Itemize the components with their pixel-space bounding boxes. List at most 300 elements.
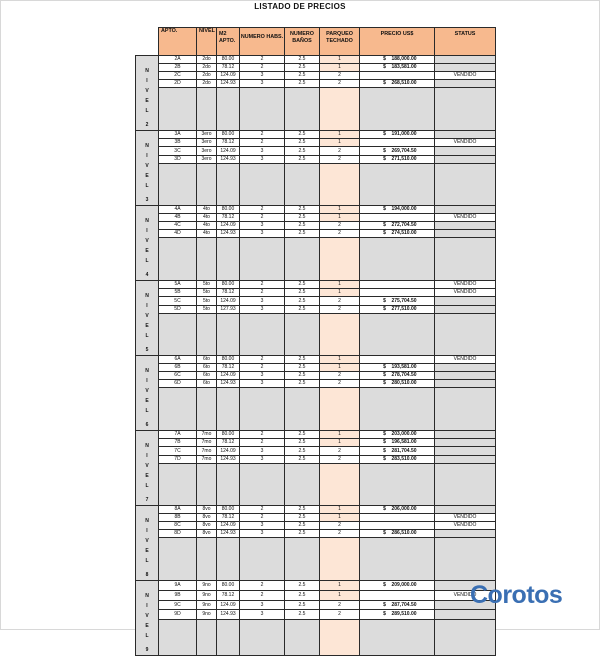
apt-parking: 2 [320, 72, 360, 80]
level-label [136, 131, 159, 206]
apt-price [360, 610, 435, 620]
apt-status [435, 206, 496, 214]
filler-cell [217, 88, 240, 131]
currency-symbol: $ [383, 147, 386, 154]
apt-status [435, 131, 496, 139]
filler-cell [159, 163, 197, 205]
apt-floor: 4to [197, 214, 217, 222]
table-row [136, 431, 496, 439]
apt-parking: 1 [320, 289, 360, 297]
filler-cell [285, 463, 320, 505]
apt-code: 8B [159, 514, 197, 522]
apt-area: 124.93 [217, 610, 240, 620]
apt-bedrooms: 3 [240, 530, 285, 538]
apt-parking: 1 [320, 206, 360, 214]
level-letter: L [145, 408, 149, 414]
apt-floor: 2do [197, 64, 217, 72]
apt-parking: 2 [320, 305, 360, 313]
apt-code: 7A [159, 431, 197, 439]
apt-area: 78.12 [217, 214, 240, 222]
apt-parking: 1 [320, 281, 360, 289]
apt-floor: 5to [197, 297, 217, 305]
apt-area: 78.12 [217, 439, 240, 447]
level-number: 7 [145, 497, 149, 503]
apt-status: VENDIDO [435, 590, 496, 600]
filler-cell [320, 313, 360, 355]
header-apto: APTO. [159, 28, 197, 56]
apt-code: 5B [159, 289, 197, 297]
apt-bathrooms: 2.5 [285, 356, 320, 364]
level-label [136, 581, 159, 656]
level-letter: E [145, 473, 149, 479]
currency-symbol: $ [383, 611, 386, 618]
price-value: 281,704.50 [391, 447, 417, 454]
level-letter: I [146, 303, 148, 309]
corotos-logo: Corotos [470, 581, 563, 609]
filler-cell [240, 238, 285, 281]
apt-floor: 3ero [197, 131, 217, 139]
apt-parking: 2 [320, 230, 360, 238]
price-value: 191,000.00 [391, 131, 417, 138]
level-letter: N [145, 518, 149, 524]
currency-symbol: $ [383, 530, 386, 536]
level-letter: V [145, 313, 149, 319]
apt-parking: 2 [320, 155, 360, 163]
apt-price [360, 581, 435, 591]
apt-code: 8D [159, 530, 197, 538]
apt-bedrooms: 3 [240, 447, 285, 455]
apt-code: 2A [159, 56, 197, 64]
apt-bedrooms: 2 [240, 514, 285, 522]
apt-parking: 1 [320, 431, 360, 439]
apt-status: VENDIDO [435, 214, 496, 222]
price-value: 209,000.00 [391, 581, 417, 588]
filler-cell [320, 538, 360, 581]
price-value: 183,581.00 [391, 64, 417, 70]
apt-bedrooms: 3 [240, 372, 285, 380]
header-precio: PRECIO US$ [360, 28, 435, 56]
apt-floor: 9no [197, 610, 217, 620]
apt-status: VENDIDO [435, 522, 496, 530]
apt-floor: 7mo [197, 431, 217, 439]
apt-price [360, 590, 435, 600]
apt-status [435, 372, 496, 380]
apt-area: 80.00 [217, 56, 240, 64]
apt-parking: 2 [320, 80, 360, 88]
level-letter: E [145, 548, 149, 554]
currency-symbol: $ [383, 80, 386, 86]
apt-status [435, 431, 496, 439]
filler-cell [197, 538, 217, 581]
apt-code: 4C [159, 222, 197, 230]
apt-bedrooms: 3 [240, 155, 285, 163]
filler-cell [197, 88, 217, 131]
apt-price [360, 380, 435, 388]
filler-cell [197, 163, 217, 205]
price-value: 287,704.50 [391, 601, 417, 608]
apt-area: 80.00 [217, 206, 240, 214]
filler-cell [435, 463, 496, 505]
apt-bathrooms: 2.5 [285, 297, 320, 305]
currency-symbol: $ [383, 206, 386, 212]
filler-cell [240, 163, 285, 205]
table-row [136, 281, 496, 289]
level-letter: N [145, 593, 149, 599]
filler-cell [240, 88, 285, 131]
apt-parking: 1 [320, 364, 360, 372]
apt-parking: 2 [320, 447, 360, 455]
price-value: 278,704.50 [391, 372, 417, 378]
apt-bedrooms: 2 [240, 356, 285, 364]
level-letter: E [145, 323, 149, 329]
apt-parking: 2 [320, 297, 360, 305]
apt-bathrooms: 2.5 [285, 522, 320, 530]
header-row [136, 28, 496, 56]
apt-bedrooms: 3 [240, 380, 285, 388]
filler-cell [435, 620, 496, 656]
apt-bathrooms: 2.5 [285, 281, 320, 289]
currency-symbol: $ [383, 364, 386, 370]
table-row [136, 297, 496, 305]
apt-bathrooms: 2.5 [285, 455, 320, 463]
filler-cell [360, 620, 435, 656]
apt-status [435, 364, 496, 372]
level-letter: L [145, 258, 149, 264]
price-value: 269,704.50 [391, 147, 417, 154]
apt-bedrooms: 3 [240, 610, 285, 620]
apt-area: 124.09 [217, 297, 240, 305]
apt-bedrooms: 3 [240, 305, 285, 313]
apt-bathrooms: 2.5 [285, 506, 320, 514]
apt-floor: 4to [197, 230, 217, 238]
apt-code: 4B [159, 214, 197, 222]
level-letter: L [145, 558, 149, 564]
apt-floor: 3ero [197, 139, 217, 147]
apt-price [360, 222, 435, 230]
apt-floor: 5to [197, 289, 217, 297]
apt-floor: 3ero [197, 147, 217, 155]
filler-cell [435, 88, 496, 131]
apt-parking: 2 [320, 530, 360, 538]
apt-parking: 2 [320, 610, 360, 620]
level-number: 9 [145, 647, 149, 653]
apt-code: 7B [159, 439, 197, 447]
currency-symbol: $ [383, 56, 386, 62]
apt-code: 5D [159, 305, 197, 313]
level-spacer-row [136, 238, 496, 281]
level-letter: I [146, 378, 148, 384]
filler-cell [217, 463, 240, 505]
price-value: 268,510.00 [391, 80, 417, 86]
apt-area: 78.12 [217, 64, 240, 72]
apt-bedrooms: 2 [240, 364, 285, 372]
table-row [136, 131, 496, 139]
apt-status [435, 222, 496, 230]
apt-bathrooms: 2.5 [285, 439, 320, 447]
apt-status: VENDIDO [435, 514, 496, 522]
currency-symbol: $ [383, 372, 386, 378]
level-number: 6 [145, 422, 149, 428]
price-value: 206,000.00 [391, 506, 417, 512]
apt-code: 9B [159, 590, 197, 600]
table-row [136, 206, 496, 214]
apt-floor: 8vo [197, 522, 217, 530]
apt-area: 78.12 [217, 364, 240, 372]
filler-cell [285, 620, 320, 656]
level-label [136, 56, 159, 131]
apt-area: 124.93 [217, 455, 240, 463]
filler-cell [320, 238, 360, 281]
level-spacer-row [136, 538, 496, 581]
apt-bathrooms: 2.5 [285, 147, 320, 155]
apt-status: VENDIDO [435, 72, 496, 80]
apt-status [435, 80, 496, 88]
apt-price [360, 147, 435, 155]
apt-floor: 2do [197, 80, 217, 88]
apt-area: 124.93 [217, 155, 240, 163]
apt-price [360, 56, 435, 64]
filler-cell [360, 163, 435, 205]
level-letter: N [145, 143, 149, 149]
apt-code: 8C [159, 522, 197, 530]
apt-code: 6A [159, 356, 197, 364]
apt-bedrooms: 2 [240, 506, 285, 514]
apt-status [435, 530, 496, 538]
table-row [136, 590, 496, 600]
currency-symbol: $ [383, 131, 386, 138]
level-spacer-row [136, 620, 496, 656]
filler-cell [159, 538, 197, 581]
apt-bedrooms: 2 [240, 289, 285, 297]
apt-floor: 7mo [197, 439, 217, 447]
currency-symbol: $ [383, 439, 386, 446]
apt-price [360, 155, 435, 163]
filler-cell [360, 238, 435, 281]
apt-bathrooms: 2.5 [285, 610, 320, 620]
price-value: 274,510.00 [391, 230, 417, 236]
apt-parking: 1 [320, 439, 360, 447]
apt-bedrooms: 2 [240, 131, 285, 139]
apt-code: 5C [159, 297, 197, 305]
price-value: 271,510.00 [391, 155, 417, 162]
apt-code: 7C [159, 447, 197, 455]
header-banos: NUMERO BAÑOS [285, 28, 320, 56]
apt-code: 9A [159, 581, 197, 591]
apt-parking: 1 [320, 356, 360, 364]
filler-cell [285, 388, 320, 431]
apt-status [435, 380, 496, 388]
apt-area: 124.09 [217, 222, 240, 230]
level-letter: N [145, 68, 149, 74]
apt-code: 3B [159, 139, 197, 147]
apt-status [435, 447, 496, 455]
apt-price [360, 364, 435, 372]
apt-area: 124.09 [217, 372, 240, 380]
level-letter: V [145, 163, 149, 169]
apt-status [435, 610, 496, 620]
apt-status: VENDIDO [435, 356, 496, 364]
level-label [136, 431, 159, 506]
currency-symbol: $ [383, 506, 386, 512]
apt-status [435, 56, 496, 64]
table-row [136, 222, 496, 230]
apt-parking: 2 [320, 147, 360, 155]
price-value: 289,510.00 [391, 611, 417, 618]
apt-bathrooms: 2.5 [285, 222, 320, 230]
header-parqueo: PARQUEO TECHADO [320, 28, 360, 56]
apt-bedrooms: 3 [240, 297, 285, 305]
filler-cell [197, 620, 217, 656]
apt-parking: 2 [320, 600, 360, 610]
currency-symbol: $ [383, 297, 386, 304]
apt-bathrooms: 2.5 [285, 139, 320, 147]
filler-cell [285, 538, 320, 581]
apt-area: 124.09 [217, 600, 240, 610]
apt-area: 124.09 [217, 147, 240, 155]
apt-area: 80.00 [217, 431, 240, 439]
table-row [136, 289, 496, 297]
filler-cell [360, 388, 435, 431]
apt-code: 9D [159, 610, 197, 620]
apt-price [360, 281, 435, 289]
apt-bedrooms: 3 [240, 230, 285, 238]
apt-bathrooms: 2.5 [285, 289, 320, 297]
apt-floor: 4to [197, 222, 217, 230]
apt-status [435, 305, 496, 313]
currency-symbol: $ [383, 380, 386, 386]
table-row [136, 439, 496, 447]
apt-bathrooms: 2.5 [285, 56, 320, 64]
apt-code: 3A [159, 131, 197, 139]
apt-price [360, 131, 435, 139]
level-number: 2 [145, 122, 149, 128]
filler-cell [435, 538, 496, 581]
apt-bedrooms: 2 [240, 590, 285, 600]
table-row [136, 522, 496, 530]
apt-parking: 1 [320, 56, 360, 64]
level-letter: E [145, 398, 149, 404]
filler-cell [320, 88, 360, 131]
level-letter: L [145, 183, 149, 189]
filler-cell [240, 620, 285, 656]
apt-bedrooms: 3 [240, 222, 285, 230]
table-row [136, 56, 496, 64]
price-value: 188,000.00 [391, 56, 417, 62]
level-letter: N [145, 218, 149, 224]
level-number: 3 [145, 197, 149, 203]
level-number: 4 [145, 272, 149, 278]
apt-price [360, 514, 435, 522]
apt-bathrooms: 2.5 [285, 72, 320, 80]
apt-bathrooms: 2.5 [285, 372, 320, 380]
apt-bedrooms: 3 [240, 147, 285, 155]
filler-cell [360, 313, 435, 355]
filler-cell [360, 538, 435, 581]
apt-floor: 5to [197, 305, 217, 313]
apt-price [360, 522, 435, 530]
filler-cell [197, 313, 217, 355]
table-row [136, 506, 496, 514]
price-value: 277,510.00 [391, 305, 417, 312]
apt-bedrooms: 2 [240, 431, 285, 439]
level-letter: I [146, 603, 148, 609]
apt-area: 124.93 [217, 380, 240, 388]
currency-symbol: $ [383, 64, 386, 70]
apt-code: 6D [159, 380, 197, 388]
apt-parking: 1 [320, 581, 360, 591]
level-letter: L [145, 333, 149, 339]
table-row [136, 80, 496, 88]
apt-price [360, 600, 435, 610]
apt-bathrooms: 2.5 [285, 80, 320, 88]
filler-cell [240, 388, 285, 431]
table-row [136, 455, 496, 463]
filler-cell [285, 88, 320, 131]
apt-parking: 2 [320, 380, 360, 388]
currency-symbol: $ [383, 581, 386, 588]
apt-floor: 5to [197, 281, 217, 289]
currency-symbol: $ [383, 455, 386, 462]
apt-price [360, 356, 435, 364]
apt-parking: 1 [320, 514, 360, 522]
price-value: 194,000.00 [391, 206, 417, 212]
currency-symbol: $ [383, 230, 386, 236]
table-row [136, 610, 496, 620]
table-row [136, 447, 496, 455]
level-spacer-row [136, 88, 496, 131]
apt-floor: 6to [197, 380, 217, 388]
apt-price [360, 372, 435, 380]
currency-symbol: $ [383, 155, 386, 162]
apt-bathrooms: 2.5 [285, 230, 320, 238]
apt-parking: 1 [320, 590, 360, 600]
apt-area: 124.93 [217, 80, 240, 88]
apt-floor: 4to [197, 206, 217, 214]
apt-status [435, 147, 496, 155]
apt-price [360, 455, 435, 463]
apt-code: 2D [159, 80, 197, 88]
level-letter: L [145, 108, 149, 114]
apt-area: 124.93 [217, 230, 240, 238]
apt-status [435, 439, 496, 447]
apt-area: 78.12 [217, 139, 240, 147]
table-row [136, 514, 496, 522]
apt-code: 7D [159, 455, 197, 463]
level-letter: N [145, 293, 149, 299]
apt-bathrooms: 2.5 [285, 590, 320, 600]
filler-cell [159, 88, 197, 131]
price-value: 280,510.00 [391, 380, 417, 386]
apt-status: VENDIDO [435, 281, 496, 289]
apt-bathrooms: 2.5 [285, 447, 320, 455]
apt-status: VENDIDO [435, 289, 496, 297]
apt-price [360, 206, 435, 214]
table-row [136, 372, 496, 380]
table-row [136, 230, 496, 238]
price-value: 286,510.00 [391, 530, 417, 536]
filler-cell [159, 388, 197, 431]
filler-cell [320, 388, 360, 431]
filler-cell [435, 313, 496, 355]
apt-bedrooms: 3 [240, 455, 285, 463]
table-row [136, 380, 496, 388]
table-row [136, 155, 496, 163]
apt-price [360, 530, 435, 538]
apt-area: 127.93 [217, 305, 240, 313]
apt-floor: 7mo [197, 455, 217, 463]
filler-cell [285, 238, 320, 281]
apt-bedrooms: 2 [240, 214, 285, 222]
